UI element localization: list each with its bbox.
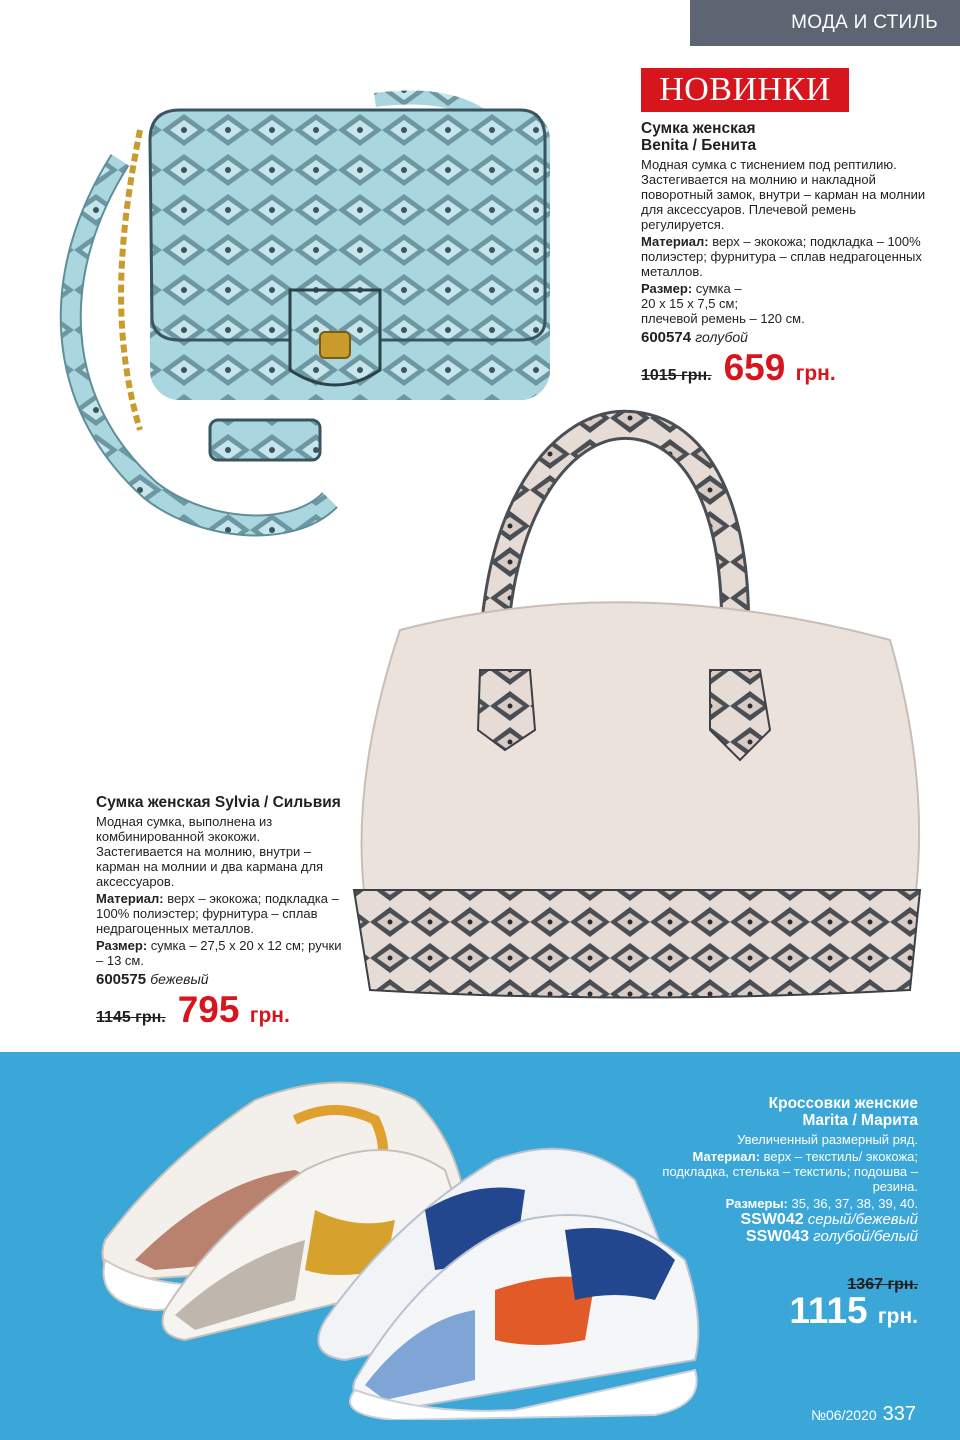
sylvia-currency: грн. [249, 1004, 290, 1027]
marita-old-price: 1367 грн. [847, 1276, 918, 1293]
marita-sneakers-image [95, 1060, 705, 1420]
marita-currency: грн. [877, 1305, 918, 1328]
sylvia-info [96, 794, 346, 1035]
sylvia-code [96, 972, 346, 987]
sylvia-variant: бежевый [150, 971, 209, 987]
benita-size-line1: сумка – [692, 281, 742, 296]
sylvia-material-text: верх – экокожа; подкладка – 100% полиэстер; фурнитура – сплав недрагоценных металлов. [96, 891, 339, 936]
marita-material [658, 1149, 918, 1194]
benita-title-line1: Сумка женская [641, 120, 756, 137]
sylvia-new-price-value: 795 [177, 989, 240, 1030]
benita-material-label: Материал: [641, 234, 709, 249]
marita-title-line2: Marita / Марита [802, 1112, 918, 1129]
benita-code-number: 600574 [641, 329, 692, 346]
sylvia-material-label: Материал: [96, 891, 164, 906]
benita-code [641, 330, 941, 345]
marita-code-2-number: SSW043 [745, 1228, 810, 1245]
benita-material-text: верх – экокожа; подкладка – 100% полиэстер; фурнитура – сплав недрагоценных металлов. [641, 234, 922, 279]
sylvia-prices [96, 991, 346, 1035]
benita-description: Модная сумка с тиснением под рептилию. Застегивается на молнию и накладной поворотный замок, внутри – карман на молнии для аксессуаров. Плечевой ремень регулируется. [641, 157, 926, 232]
page-number: 337 [882, 1403, 916, 1425]
benita-old-price: 1015 грн. [641, 367, 712, 384]
benita-size-line2: 20 х 15 х 7,5 см; [641, 296, 739, 311]
section-title: МОДА И СТИЛЬ [791, 12, 938, 33]
sylvia-size-text: сумка – 27,5 х 20 х 12 см; ручки – 13 см. [96, 938, 342, 968]
issue-number: №06/2020 [811, 1407, 877, 1423]
marita-sizes-label: Размеры: [725, 1196, 788, 1211]
sylvia-bag-image [330, 400, 950, 1030]
benita-variant: голубой [695, 329, 748, 345]
marita-code-1 [658, 1211, 918, 1228]
marita-sizes [658, 1196, 918, 1211]
new-badge: НОВИНКИ [641, 68, 849, 112]
marita-variant-2: голубой/белый [813, 1228, 918, 1245]
marita-code-1-number: SSW042 [740, 1211, 804, 1228]
benita-new-price [724, 349, 836, 393]
sylvia-title: Сумка женская Sylvia / Сильвия [96, 794, 341, 811]
marita-sizes-text: 35, 36, 37, 38, 39, 40. [787, 1196, 918, 1211]
marita-new-price [658, 1292, 918, 1336]
marita-description: Увеличенный размерный ряд. [737, 1132, 918, 1147]
marita-new-price-value: 1115 [789, 1290, 868, 1331]
marita-info [658, 1095, 918, 1336]
marita-code-2 [658, 1228, 918, 1245]
sylvia-code-number: 600575 [96, 971, 147, 988]
benita-size-label: Размер: [641, 281, 693, 296]
benita-prices [641, 349, 941, 393]
sylvia-description: Модная сумка, выполнена из комбинированной экокожи. Застегивается на молнию, внутри – карман на молнии и два кармана для аксессуаров. [96, 814, 324, 889]
benita-new-price-value: 659 [723, 347, 786, 388]
sylvia-old-price: 1145 грн. [96, 1009, 166, 1026]
benita-material [641, 234, 941, 279]
sylvia-size-label: Размер: [96, 938, 148, 953]
benita-size-line3: плечевой ремень – 120 см. [641, 311, 805, 326]
marita-material-label: Материал: [692, 1149, 761, 1164]
benita-size [641, 281, 941, 326]
sylvia-new-price [178, 991, 290, 1035]
benita-title-line2: Benita / Бенита [641, 137, 757, 154]
section-tab [690, 0, 960, 46]
benita-currency: грн. [795, 362, 836, 385]
page-footer [811, 1403, 916, 1426]
marita-variant-1: серый/бежевый [807, 1211, 918, 1228]
benita-info [641, 120, 941, 393]
sylvia-material [96, 891, 346, 936]
sylvia-size [96, 938, 346, 968]
marita-material-text: верх – текстиль/ экокожа; подкладка, стелька – текстиль; подошва – резина. [662, 1149, 918, 1194]
marita-title-line1: Кроссовки женские [768, 1095, 918, 1112]
